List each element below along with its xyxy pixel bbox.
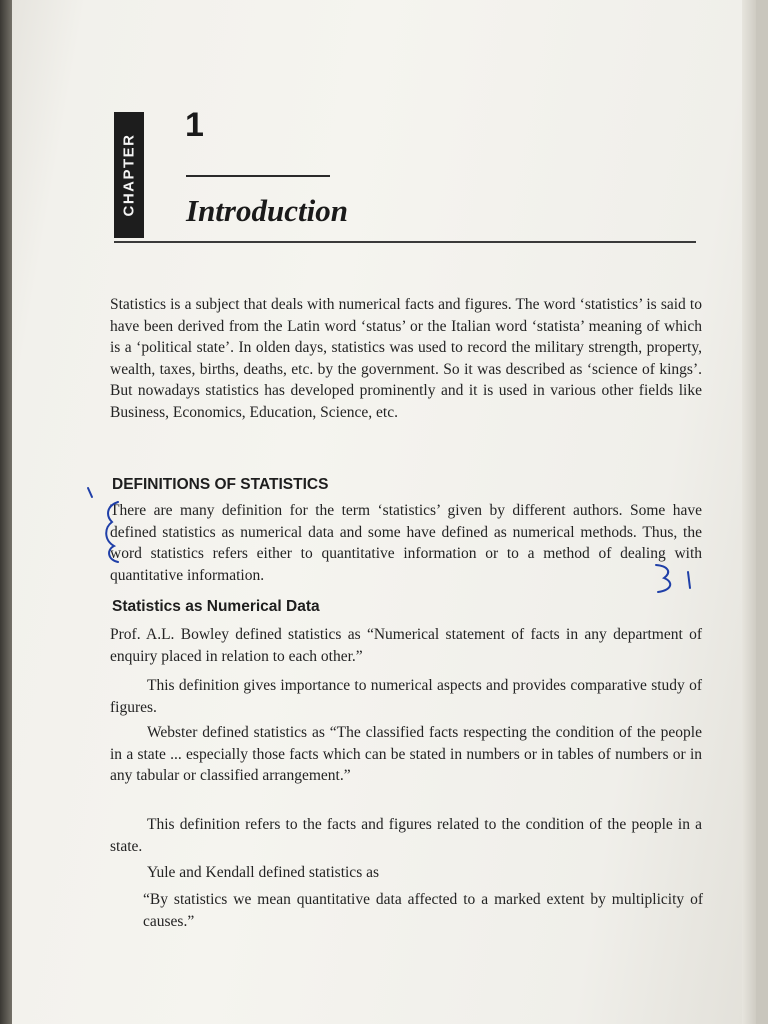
page-edge	[742, 0, 756, 1024]
bowley-comment-paragraph: This definition gives importance to numerical aspects and provides comparative study of figures.	[110, 677, 702, 716]
chapter-title: Introduction	[186, 193, 348, 228]
title-short-rule	[186, 175, 330, 177]
chapter-number: 1	[185, 106, 204, 144]
intro-paragraph: Statistics is a subject that deals with numerical facts and figures. The word ‘statistics’ is said to have been derived from the Latin word ‘status’ or the Italian word ‘statista’ meaning of which is a ‘political state’. In olden days, statistics was used to record the military strength, property, wealth, taxes, births, deaths, etc. by the government. So it was described as ‘science of kings’. But nowadays statistics has developed prominently and it is used in various other fields like Business, Economics, Education, Science, etc.	[110, 296, 702, 421]
definitions-paragraph: There are many definition for the term ‘statistics’ given by different authors. Some have defined statistics as numerical data and some have defined as numerical methods. Thus, the word statistics refers either to quantitative information or to a method of dealing with quantitative information.	[110, 502, 702, 584]
definitions-heading: DEFINITIONS OF STATISTICS	[112, 476, 329, 493]
yule-kendall-intro: Yule and Kendall defined statistics as	[147, 864, 380, 881]
webster-comment-paragraph: This definition refers to the facts and figures related to the condition of the people in a state.	[110, 816, 702, 855]
bowley-paragraph: Prof. A.L. Bowley defined statistics as “Numerical statement of facts in any department of enquiry placed in relation to each other.”	[110, 626, 702, 665]
numerical-data-heading: Statistics as Numerical Data	[112, 598, 320, 615]
chapter-label: CHAPTER	[120, 133, 138, 217]
webster-paragraph: Webster defined statistics as “The classified facts respecting the condition of the people in a state ... especially those facts which can be stated in numbers or in tables of numbers or in any tabular or classified arrangement.”	[110, 724, 702, 784]
title-long-rule	[114, 241, 696, 243]
yule-kendall-quote: “By statistics we mean quantitative data affected to a marked extent by multiplicity of causes.”	[143, 891, 703, 930]
